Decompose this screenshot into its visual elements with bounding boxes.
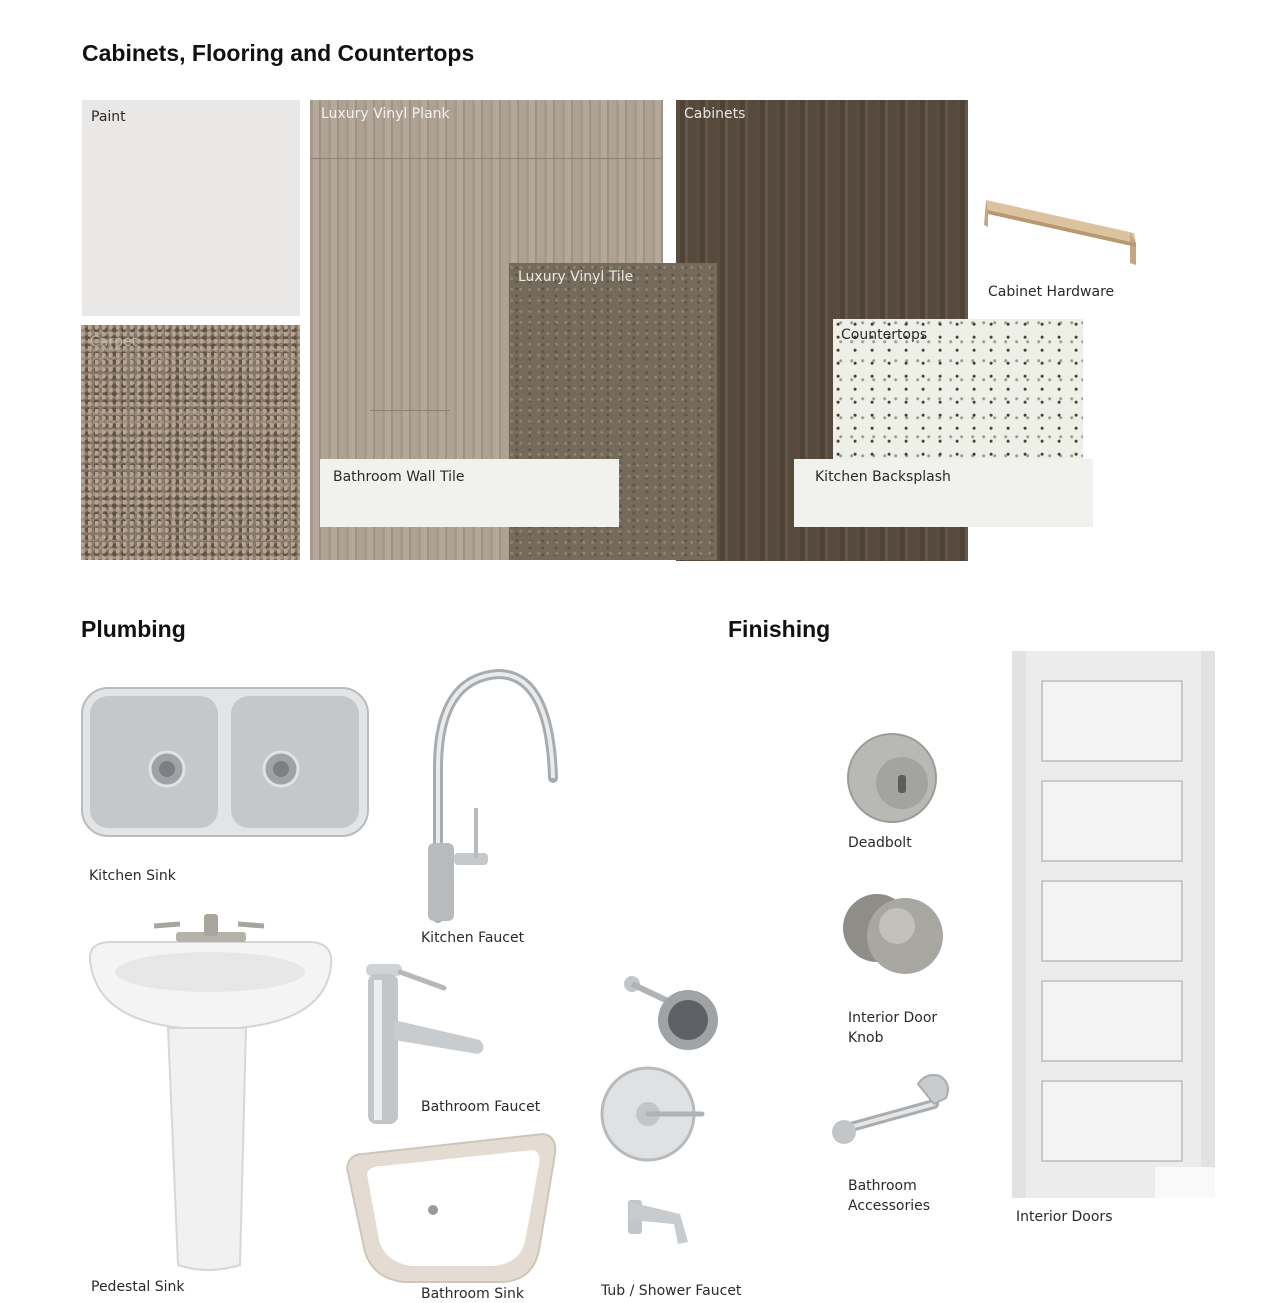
pedestal-sink-image — [88, 910, 334, 1275]
carpet-swatch — [81, 325, 300, 560]
bathroom-accessories-image — [830, 1070, 956, 1154]
deadbolt-image — [846, 731, 938, 825]
interior-door-image — [1012, 651, 1215, 1198]
section-title-plumbing: Plumbing — [81, 616, 186, 642]
interior-doors-label: Interior Doors — [1016, 1209, 1113, 1225]
bathroom-faucet-label: Bathroom Faucet — [421, 1099, 541, 1115]
countertops-label: Countertops — [841, 327, 928, 343]
cabinets-label: Cabinets — [684, 106, 746, 122]
paint-swatch — [82, 100, 300, 316]
kitchen-faucet-image — [418, 668, 560, 924]
paint-label: Paint — [91, 109, 126, 125]
bathroom-wall-tile-swatch — [320, 459, 619, 527]
kitchen-sink-image — [81, 687, 371, 839]
deadbolt-label: Deadbolt — [848, 835, 912, 851]
luxury-vinyl-plank-label: Luxury Vinyl Plank — [321, 106, 450, 122]
kitchen-sink-label: Kitchen Sink — [89, 868, 176, 884]
carpet-label: Carpet — [90, 334, 138, 350]
bathroom-wall-tile-label: Bathroom Wall Tile — [333, 469, 465, 485]
interior-door-knob-image — [841, 884, 945, 976]
cabinet-hardware-label: Cabinet Hardware — [988, 284, 1115, 300]
kitchen-backsplash-label: Kitchen Backsplash — [815, 469, 951, 485]
tub-shower-faucet-image — [600, 962, 730, 1262]
bathroom-accessories-label-1: Bathroom — [848, 1178, 917, 1194]
kitchen-faucet-label: Kitchen Faucet — [421, 930, 525, 946]
plank-seam — [310, 158, 663, 159]
interior-door-knob-label-2: Knob — [848, 1030, 884, 1046]
tub-shower-faucet-label: Tub / Shower Faucet — [601, 1283, 742, 1299]
countertops-swatch — [833, 319, 1083, 469]
section-title-finishing: Finishing — [728, 616, 831, 642]
kitchen-backsplash-swatch — [794, 459, 1093, 527]
bathroom-sink-image — [343, 1132, 559, 1284]
section-title-cabinets: Cabinets, Flooring and Countertops — [82, 40, 475, 66]
pedestal-sink-label: Pedestal Sink — [91, 1279, 185, 1295]
bathroom-sink-label: Bathroom Sink — [421, 1286, 524, 1302]
interior-door-knob-label-1: Interior Door — [848, 1010, 938, 1026]
luxury-vinyl-tile-label: Luxury Vinyl Tile — [518, 269, 634, 285]
cabinet-hardware-image — [980, 195, 1140, 270]
bathroom-accessories-label-2: Accessories — [848, 1198, 931, 1214]
plank-seam — [370, 410, 450, 411]
